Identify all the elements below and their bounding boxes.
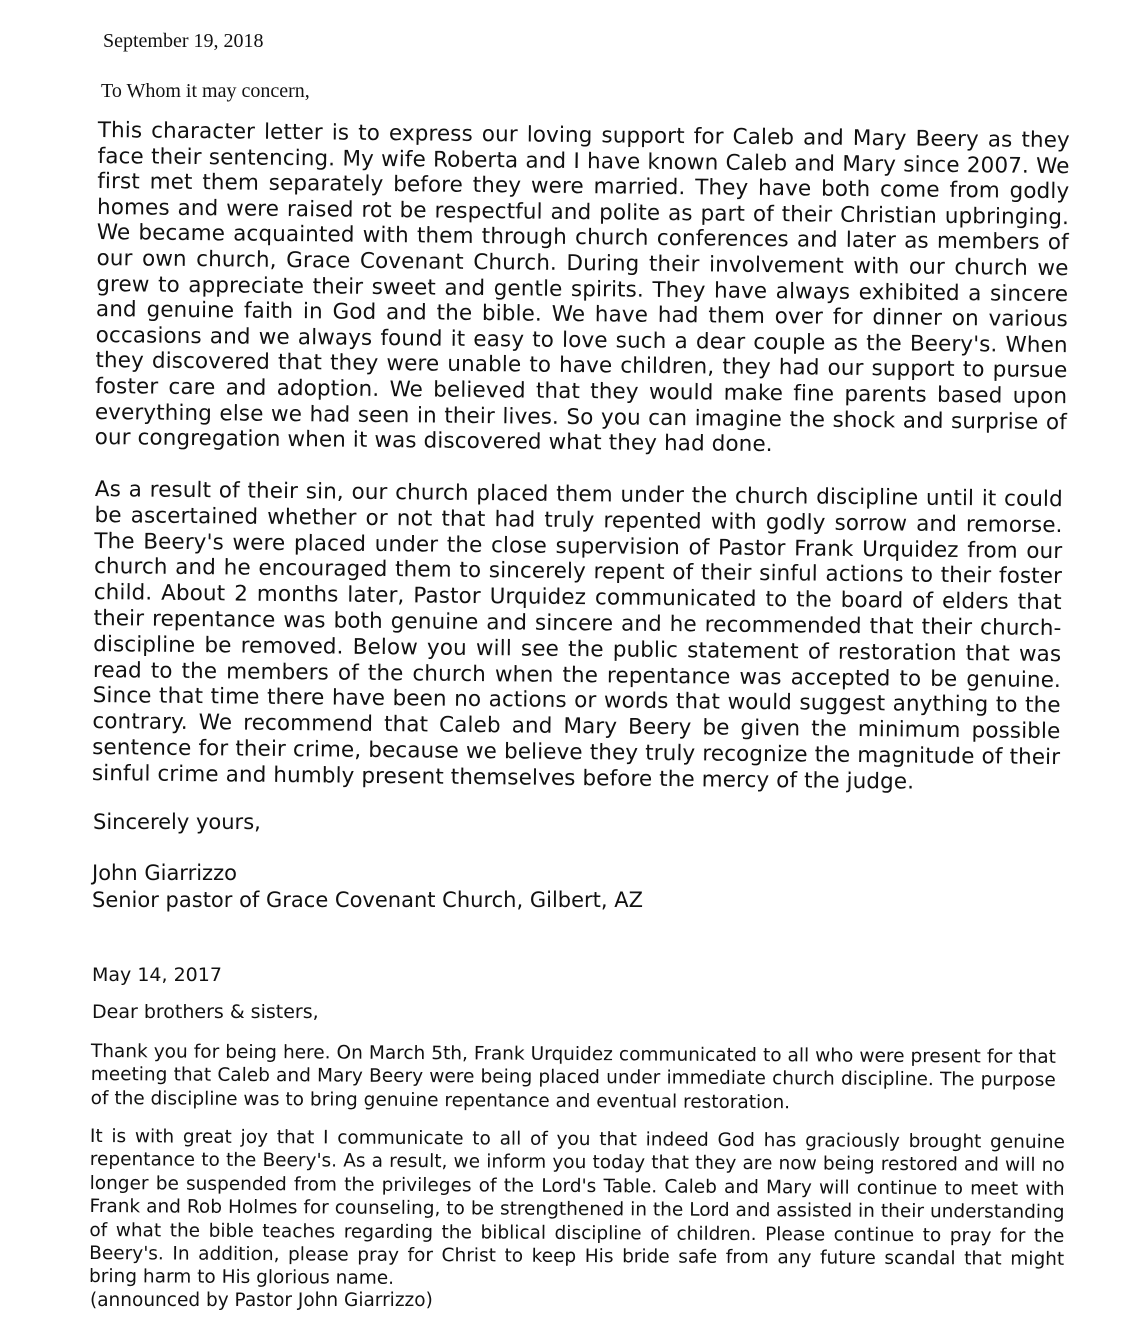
letter-paragraph-1: This character letter is to express our loving support for Caleb and Mary Beery as they face their sentencing. My wife Roberta and I have known Caleb and Mary since 2007. We first met them separately before they were married. They have both come from godly homes and were raised rot be respectful and polite as part of their Christian upbringing. We became acquainted with them through church conferences and later as members of our own church, Grace Covenant Church. During their involvement with our church we grew to appreciate their sweet and gentle spirits. They have always exhibited a sincere and genuine faith in God and the bible. We have had them over for dinner on various occasions and we always found it easy to love such a dear couple as the Beery's. When they discovered that they were unable to have children, they had our support to pursue foster care and adoption. We believed that they would make fine parents based upon everything else we had seen in their lives. So you can imagine the shock and surprise of our congregation when it was discovered what they had done. xyxy=(94,118,1070,458)
signer-name: John Giarrizzo xyxy=(92,861,237,885)
letter-date: September 19, 2018 xyxy=(103,30,264,52)
statement-attribution: (announced by Pastor John Giarrizzo) xyxy=(90,1290,433,1311)
statement-paragraph-1: Thank you for being here. On March 5th, Frank Urquidez communicated to all who were present for that meeting that Caleb and Mary Beery were being placed under immediate church discipline. The purpose of the discipline was to bring genuine repentance and eventual restoration. xyxy=(90,1041,1056,1114)
statement-date: May 14, 2017 xyxy=(92,964,222,986)
letter-salutation: To Whom it may concern, xyxy=(101,80,310,102)
letter-closing: Sincerely yours, xyxy=(93,810,261,834)
signer-title: Senior pastor of Grace Covenant Church, Gilbert, AZ xyxy=(92,888,643,912)
letter-paragraph-2: As a result of their sin, our church placed them under the church discipline until it could be ascertained whether or not that had truly repented with godly sorrow and remorse. The Beery's were placed under the close supervision of Pastor Frank Urquidez from our church and he encouraged them to sincerely repent of their sinful actions to their foster child. About 2 months later, Pastor Urquidez communicated to the board of elders that their repentance was both genuine and sincere and he recommended that their church-discipline be removed. Below you will see the public statement of restoration that was read to the members of the church when the repentance was accepted to be genuine. Since that time there have been no actions or words that would suggest anything to the contrary. We recommend that Caleb and Mary Beery be given the minimum possible sentence for their crime, because we believe they truly recognize the magnitude of their sinful crime and humbly present themselves before the mercy of the judge. xyxy=(91,477,1063,795)
statement-paragraph-2: It is with great joy that I communicate to all of you that indeed God has graciously brought genuine repentance to the Beery's. As a result, we inform you today that they are now being restored and will no longer be suspended from the privileges of the Lord's Table. Caleb and Mary will continue to meet with Frank and Rob Holmes for counseling, to be strengthened in the Lord and assisted in their understanding of what the bible teaches regarding the biblical discipline of children. Please continue to pray for the Beery's. In addition, please pray for Christ to keep His bride safe from any future scandal that might bring harm to His glorious name. xyxy=(89,1126,1065,1290)
statement-salutation: Dear brothers & sisters, xyxy=(92,1001,319,1023)
